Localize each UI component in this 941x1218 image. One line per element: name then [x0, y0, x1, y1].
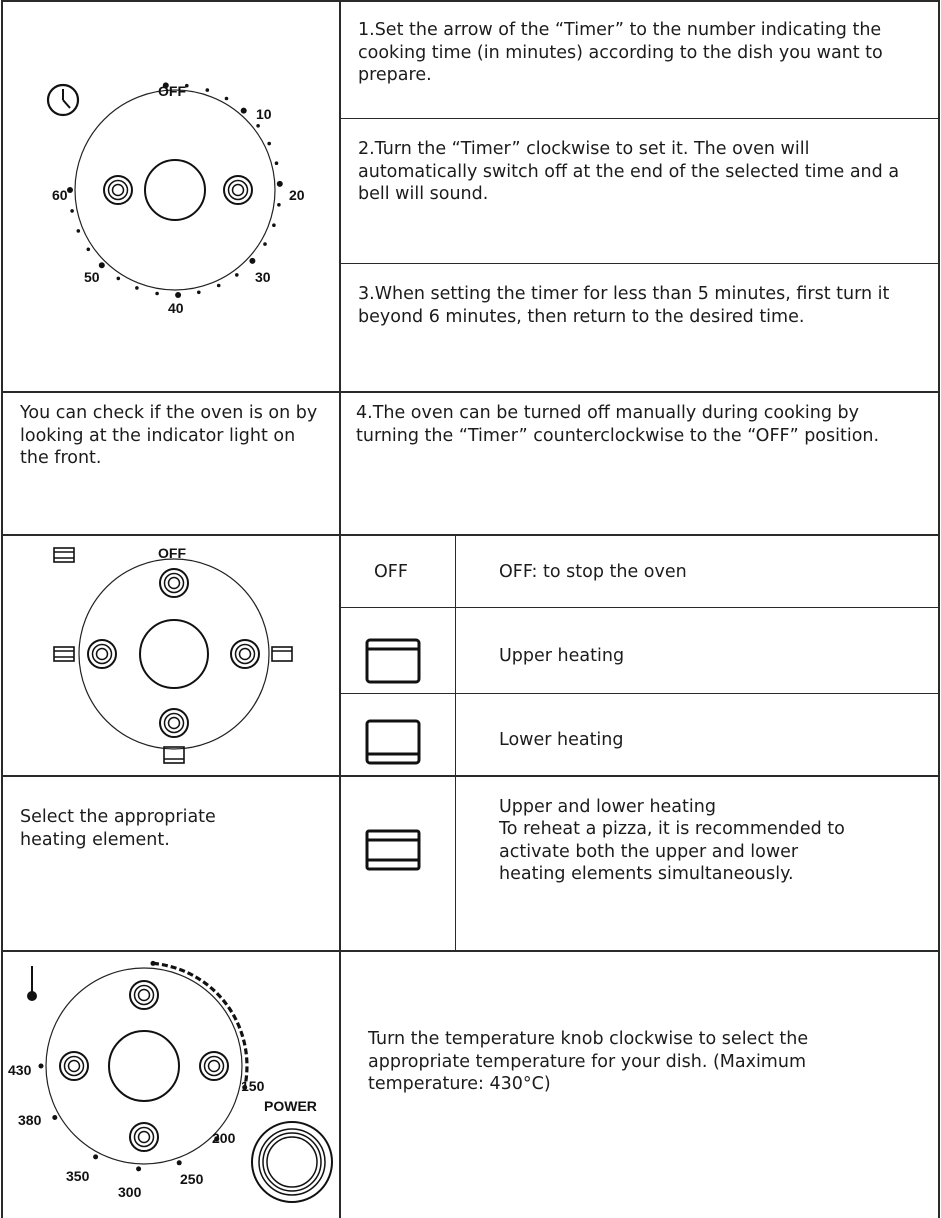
upper-position-icon: [272, 647, 292, 661]
timer-tick-dot: [117, 277, 121, 281]
timer-knob-center: [145, 160, 205, 220]
timer-tick-dot: [206, 88, 210, 92]
upper-heating-icon: [365, 638, 421, 684]
heating-screw-left: [88, 640, 116, 668]
timer-tick-dot: [77, 229, 81, 233]
timer-step-2-text: 2.Turn the “Timer” clockwise to set it. The oven will automatically switch off at the end of the selected time and a bell will sound.: [358, 139, 900, 204]
timer-tick-dot: [217, 284, 221, 288]
inner-column-divider: [455, 536, 456, 951]
upper-lower-heating-desc: To reheat a pizza, it is recommended to activate both the upper and lower heating elements simultaneously.: [499, 819, 845, 884]
upper-heating-label: Upper heating: [499, 646, 625, 666]
temperature-dot: [39, 1064, 44, 1069]
timer-right-screw: [224, 176, 252, 204]
timer-tick-dot: [277, 203, 281, 207]
row-divider: [340, 693, 940, 694]
temperature-dot: [151, 961, 156, 966]
timer-tick-dot: [70, 209, 74, 213]
timer-tick-dot: [235, 273, 239, 277]
temp-label-300: 300: [118, 1184, 142, 1200]
power-knob: [252, 1122, 332, 1202]
timer-tick-dot: [272, 223, 276, 227]
timer-label-20: 20: [289, 187, 305, 203]
temp-label-200: 200: [212, 1130, 236, 1146]
heating-selector-diagram: [0, 536, 339, 775]
temperature-dial-diagram: [0, 952, 339, 1218]
temperature-dot: [52, 1115, 57, 1120]
timer-tick-dot: [225, 97, 229, 101]
indicator-light-note: You can check if the oven is on by looking at the indicator light on the front.: [20, 403, 318, 468]
timer-tick-dot: [135, 286, 139, 290]
temp-label-250: 250: [180, 1171, 204, 1187]
select-heating-note: Select the appropriate heating element.: [20, 807, 216, 850]
temp-label-350: 350: [66, 1168, 90, 1184]
timer-label-40: 40: [168, 300, 184, 316]
timer-tick-dot: [197, 291, 201, 295]
temp-label-380: 380: [18, 1112, 42, 1128]
timer-tick-dot: [87, 248, 91, 252]
temp-screw-bottom: [130, 1123, 158, 1151]
lower-heating-label: Lower heating: [499, 730, 624, 750]
timer-tick-dot: [67, 187, 73, 193]
upper-lower-heating-title: Upper and lower heating: [499, 797, 716, 817]
heating-screw-bottom: [160, 709, 188, 737]
temp-label-150: 150: [241, 1078, 265, 1094]
timer-label-off: OFF: [158, 83, 186, 99]
timer-left-screw: [104, 176, 132, 204]
timer-tick-dot: [275, 161, 279, 165]
temp-screw-top: [130, 981, 158, 1009]
temp-label-430: 430: [8, 1062, 32, 1078]
temp-screw-right: [200, 1052, 228, 1080]
row-divider: [340, 263, 940, 264]
heating-screw-right: [231, 640, 259, 668]
upper-lower-heating-small-icon: [54, 548, 74, 562]
row-divider: [340, 607, 940, 608]
timer-tick-dot: [256, 124, 260, 128]
timer-step-3-text: 3.When setting the timer for less than 5 minutes, first turn it beyond 6 minutes, then return to the desired time.: [358, 284, 890, 327]
clock-icon: [48, 85, 78, 115]
off-description: OFF: to stop the oven: [499, 562, 687, 582]
timer-dial-diagram: [0, 0, 339, 391]
thermometer-icon: [27, 966, 37, 1001]
timer-label-60: 60: [52, 187, 68, 203]
timer-step-1-text: 1.Set the arrow of the “Timer” to the number indicating the cooking time (in minutes) according to the dish you want to prepare.: [358, 20, 883, 85]
timer-tick-dot: [241, 108, 247, 114]
temperature-dot: [136, 1166, 141, 1171]
heating-knob-center: [140, 620, 208, 688]
timer-label-50: 50: [84, 269, 100, 285]
row-divider: [1, 391, 940, 393]
timer-label-10: 10: [256, 106, 272, 122]
temp-screw-left: [60, 1052, 88, 1080]
timer-label-30: 30: [255, 269, 271, 285]
timer-tick-dot: [99, 262, 105, 268]
row-divider: [340, 118, 940, 119]
temperature-instruction: Turn the temperature knob clockwise to select the appropriate temperature for your dish. (Maximum temperature: 430°C): [368, 1029, 809, 1094]
timer-tick-dot: [277, 181, 283, 187]
column-divider: [339, 0, 341, 1218]
temperature-dot: [93, 1154, 98, 1159]
table-border-right: [938, 0, 940, 1218]
upper-lower-position-icon: [54, 647, 74, 661]
timer-tick-dot: [267, 142, 271, 146]
timer-tick-dot: [175, 292, 181, 298]
upper-lower-heating-icon: [365, 829, 421, 871]
power-label: POWER: [264, 1098, 317, 1114]
temperature-dot: [177, 1160, 182, 1165]
heating-dial-off-label: OFF: [158, 545, 186, 561]
row-divider: [1, 775, 940, 777]
temperature-knob-center: [109, 1031, 179, 1101]
timer-tick-dot: [155, 292, 159, 296]
timer-tick-dot: [263, 242, 267, 246]
timer-tick-dot: [249, 258, 255, 264]
lower-heating-icon: [365, 719, 421, 765]
heating-screw-top: [160, 569, 188, 597]
timer-tick-marks: [67, 82, 283, 298]
timer-step-4-text: 4.The oven can be turned off manually during cooking by turning the “Timer” counterclockwise to the “OFF” position.: [356, 403, 880, 446]
off-code: OFF: [374, 562, 408, 582]
